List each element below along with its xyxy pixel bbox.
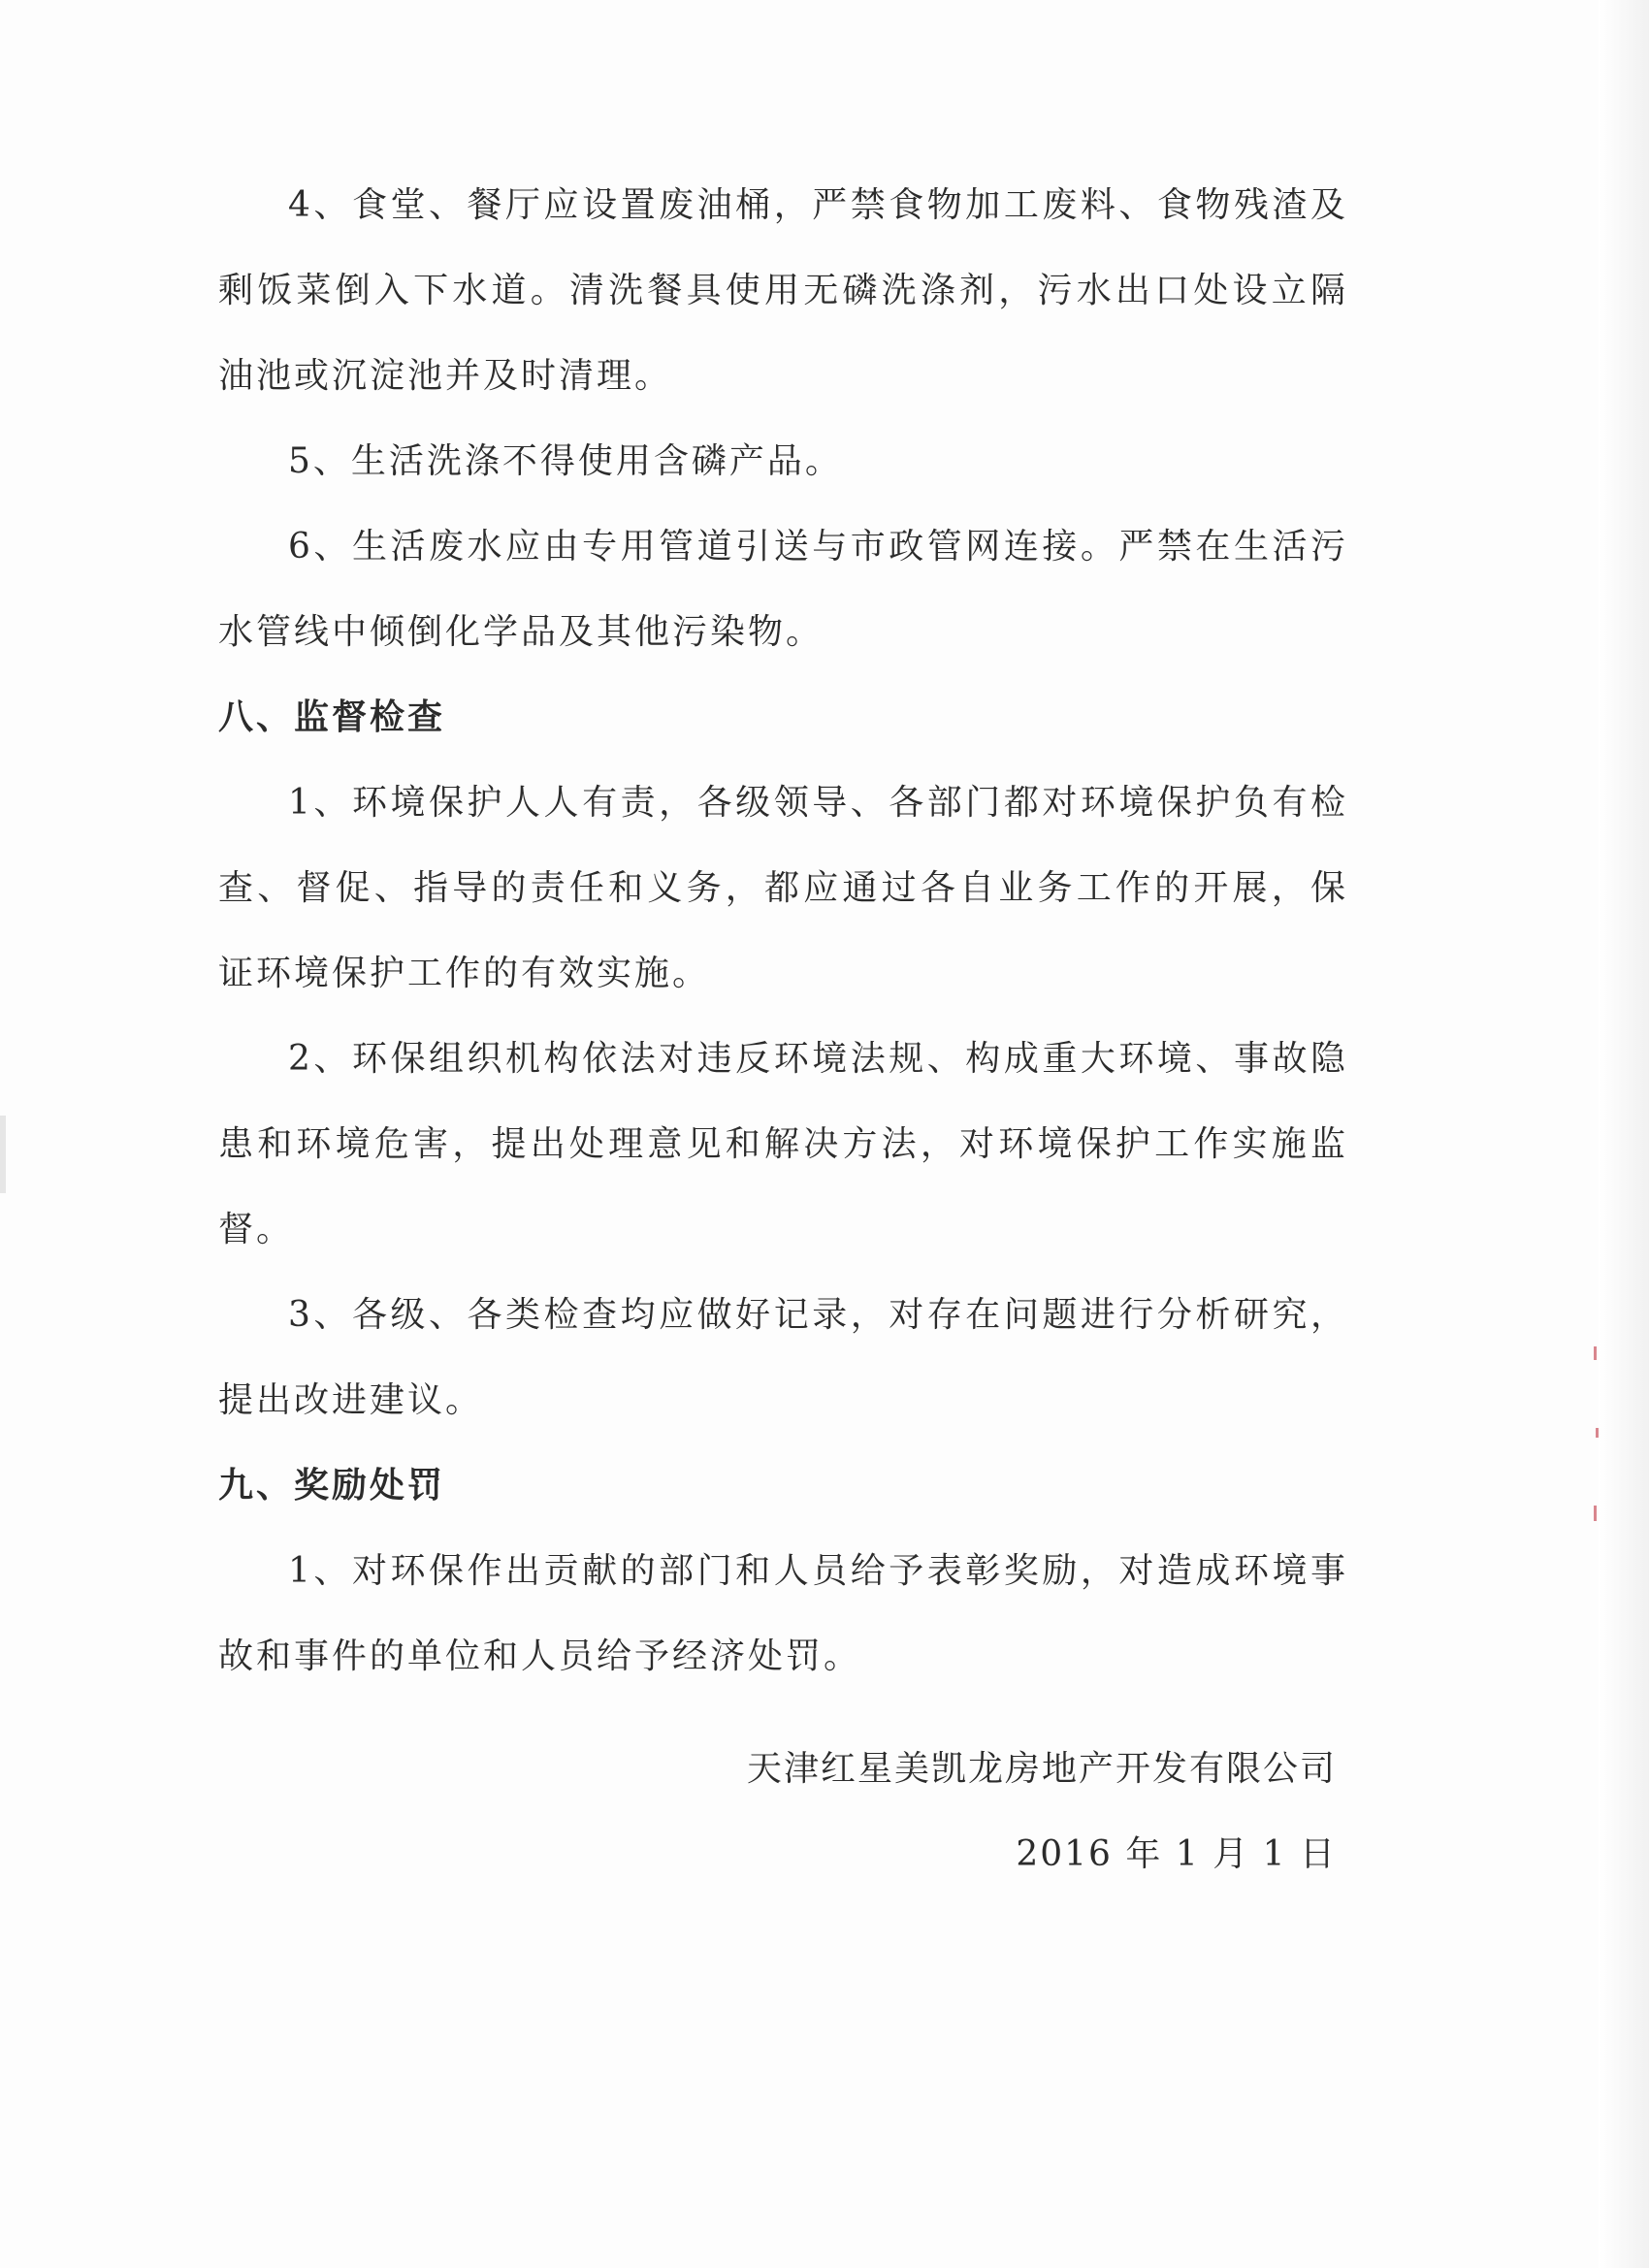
company-name: 天津红星美凯龙房地产开发有限公司 (746, 1749, 1337, 1789)
paragraph-rewards: 1、对环保作出贡献的部门和人员给予表彰奖励，对造成环境事故和事件的单位和人员给予经济处罚。 (218, 1551, 1348, 1676)
document-body (218, 163, 1348, 1700)
red-seal-trace (1594, 1506, 1597, 1521)
paragraph-wastewater: 6、生活废水应由专用管道引送与市政管网连接。严禁在生活污水管线中倾倒化学品及其他污染物。 (218, 527, 1348, 652)
red-seal-trace (1596, 1428, 1599, 1438)
document-date: 2016 年 1 月 1 日 (1016, 1834, 1337, 1874)
scan-left-mark (0, 1116, 6, 1193)
scan-edge-shadow (1599, 0, 1649, 2268)
signature-block (747, 1727, 1337, 1897)
paragraph-responsibility: 1、环境保护人人有责，各级领导、各部门都对环境保护负有检查、督促、指导的责任和义务，都应通过各自业务工作的开展，保证环境保护工作的有效实施。 (218, 783, 1348, 993)
red-seal-trace (1594, 1346, 1597, 1360)
section-heading-supervision: 八、监督检查 (218, 697, 446, 737)
paragraph-canteen-oil: 4、食堂、餐厅应设置废油桶，严禁食物加工废料、食物残渣及剩饭菜倒入下水道。清洗餐具使用无磷洗涤剂，污水出口处设立隔油池或沉淀池并及时清理。 (218, 185, 1348, 396)
paragraph-phosphorus: 5、生活洗涤不得使用含磷产品。 (288, 441, 843, 481)
section-heading-rewards: 九、奖励处罚 (218, 1466, 446, 1506)
paragraph-records: 3、各级、各类检查均应做好记录，对存在问题进行分析研究，提出改进建议。 (218, 1295, 1348, 1420)
paragraph-organization: 2、环保组织机构依法对违反环境法规、构成重大环境、事故隐患和环境危害，提出处理意见和解决方法，对环境保护工作实施监督。 (218, 1039, 1348, 1249)
